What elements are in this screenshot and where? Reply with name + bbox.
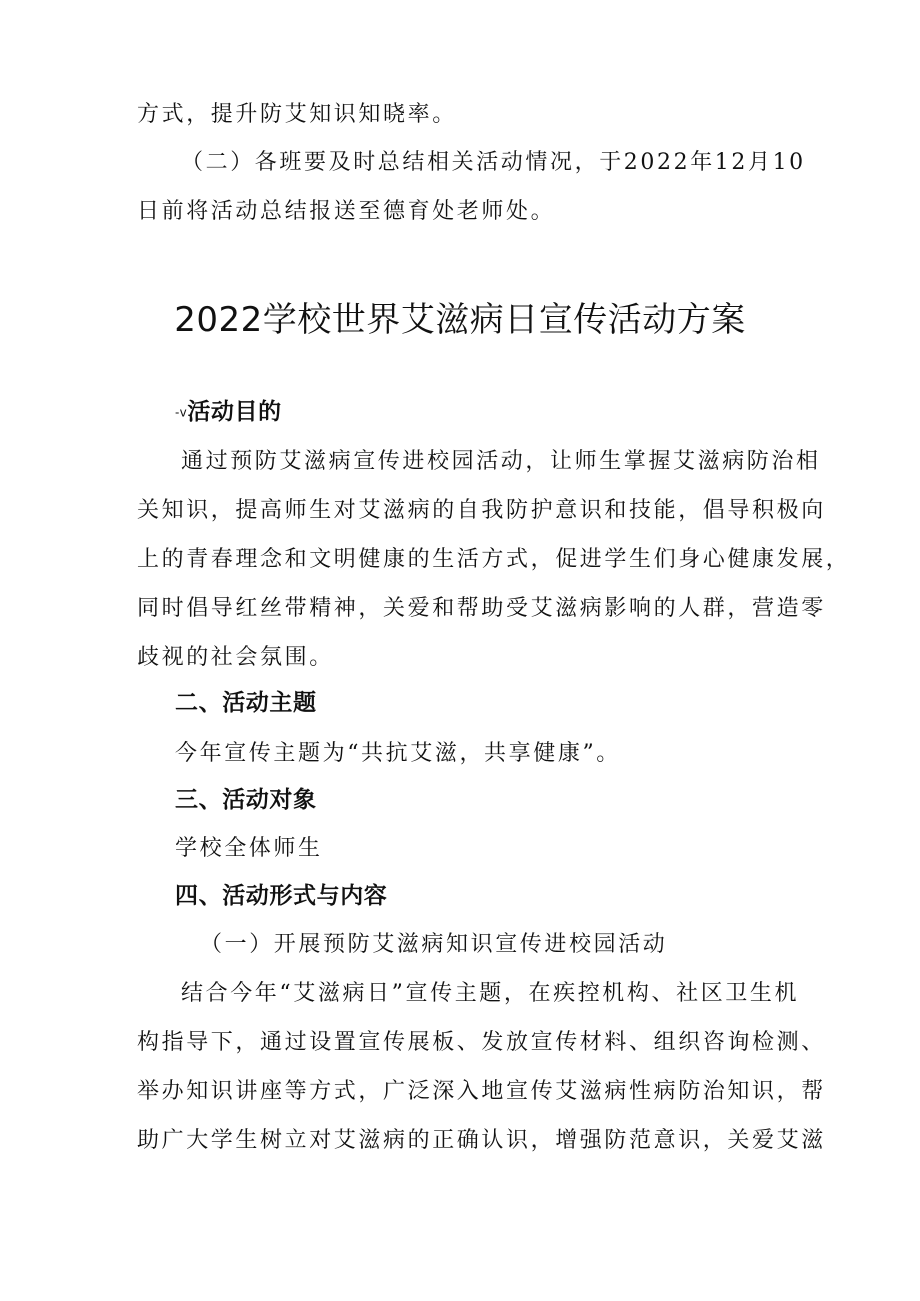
section-4-line-2: 构指导下，通过设置宣传展板、发放宣传材料、组织咨询检测、 bbox=[137, 1030, 826, 1055]
section-2-text: 今年宣传主题为“共抗艾滋，共享健康”。 bbox=[175, 741, 621, 766]
section-1-line-3: 上的青春理念和文明健康的生活方式，促进学生们身心健康发展， bbox=[137, 547, 851, 572]
section-1-line-4: 同时倡导红丝带精神，关爱和帮助受艾滋病影响的人群，营造零 bbox=[137, 596, 826, 621]
section-1-line-1: 通过预防艾滋病宣传进校园活动，让师生掌握艾滋病防治相 bbox=[181, 449, 821, 474]
section-4-line-4: 助广大学生树立对艾滋病的正确认识，增强防范意识，关爱艾滋 bbox=[137, 1128, 826, 1153]
section-1-line-5: 歧视的社会氛围。 bbox=[137, 645, 334, 670]
section-4-subheading: （一）开展预防艾滋病知识宣传进校园活动 bbox=[200, 932, 668, 957]
document-title: 2022学校世界艾滋病日宣传活动方案 bbox=[174, 300, 746, 340]
intro-line-2: （二）各班要及时总结相关活动情况，于2022年12月10 bbox=[181, 150, 806, 175]
section-4-line-1: 结合今年“艾滋病日”宣传主题，在疾控机构、社区卫生机 bbox=[181, 981, 800, 1006]
section-4-line-3: 举办知识讲座等方式，广泛深入地宣传艾滋病性病防治知识，帮 bbox=[137, 1079, 826, 1104]
section-heading-4: 四、活动形式与内容 bbox=[175, 883, 388, 909]
section-heading-3: 三、活动对象 bbox=[175, 787, 317, 813]
intro-line-3: 日前将活动总结报送至德育处老师处。 bbox=[137, 199, 556, 224]
section-1-line-2: 关知识，提高师生对艾滋病的自我防护意识和技能，倡导积极向 bbox=[137, 498, 826, 523]
section-3-text: 学校全体师生 bbox=[175, 836, 323, 861]
section-1-title: 活动目的 bbox=[187, 399, 282, 425]
intro-line-1: 方式，提升防艾知识知晓率。 bbox=[137, 102, 457, 127]
section-1-marker: -v bbox=[175, 405, 188, 420]
section-heading-1 bbox=[175, 397, 282, 428]
section-heading-2: 二、活动主题 bbox=[175, 690, 317, 716]
